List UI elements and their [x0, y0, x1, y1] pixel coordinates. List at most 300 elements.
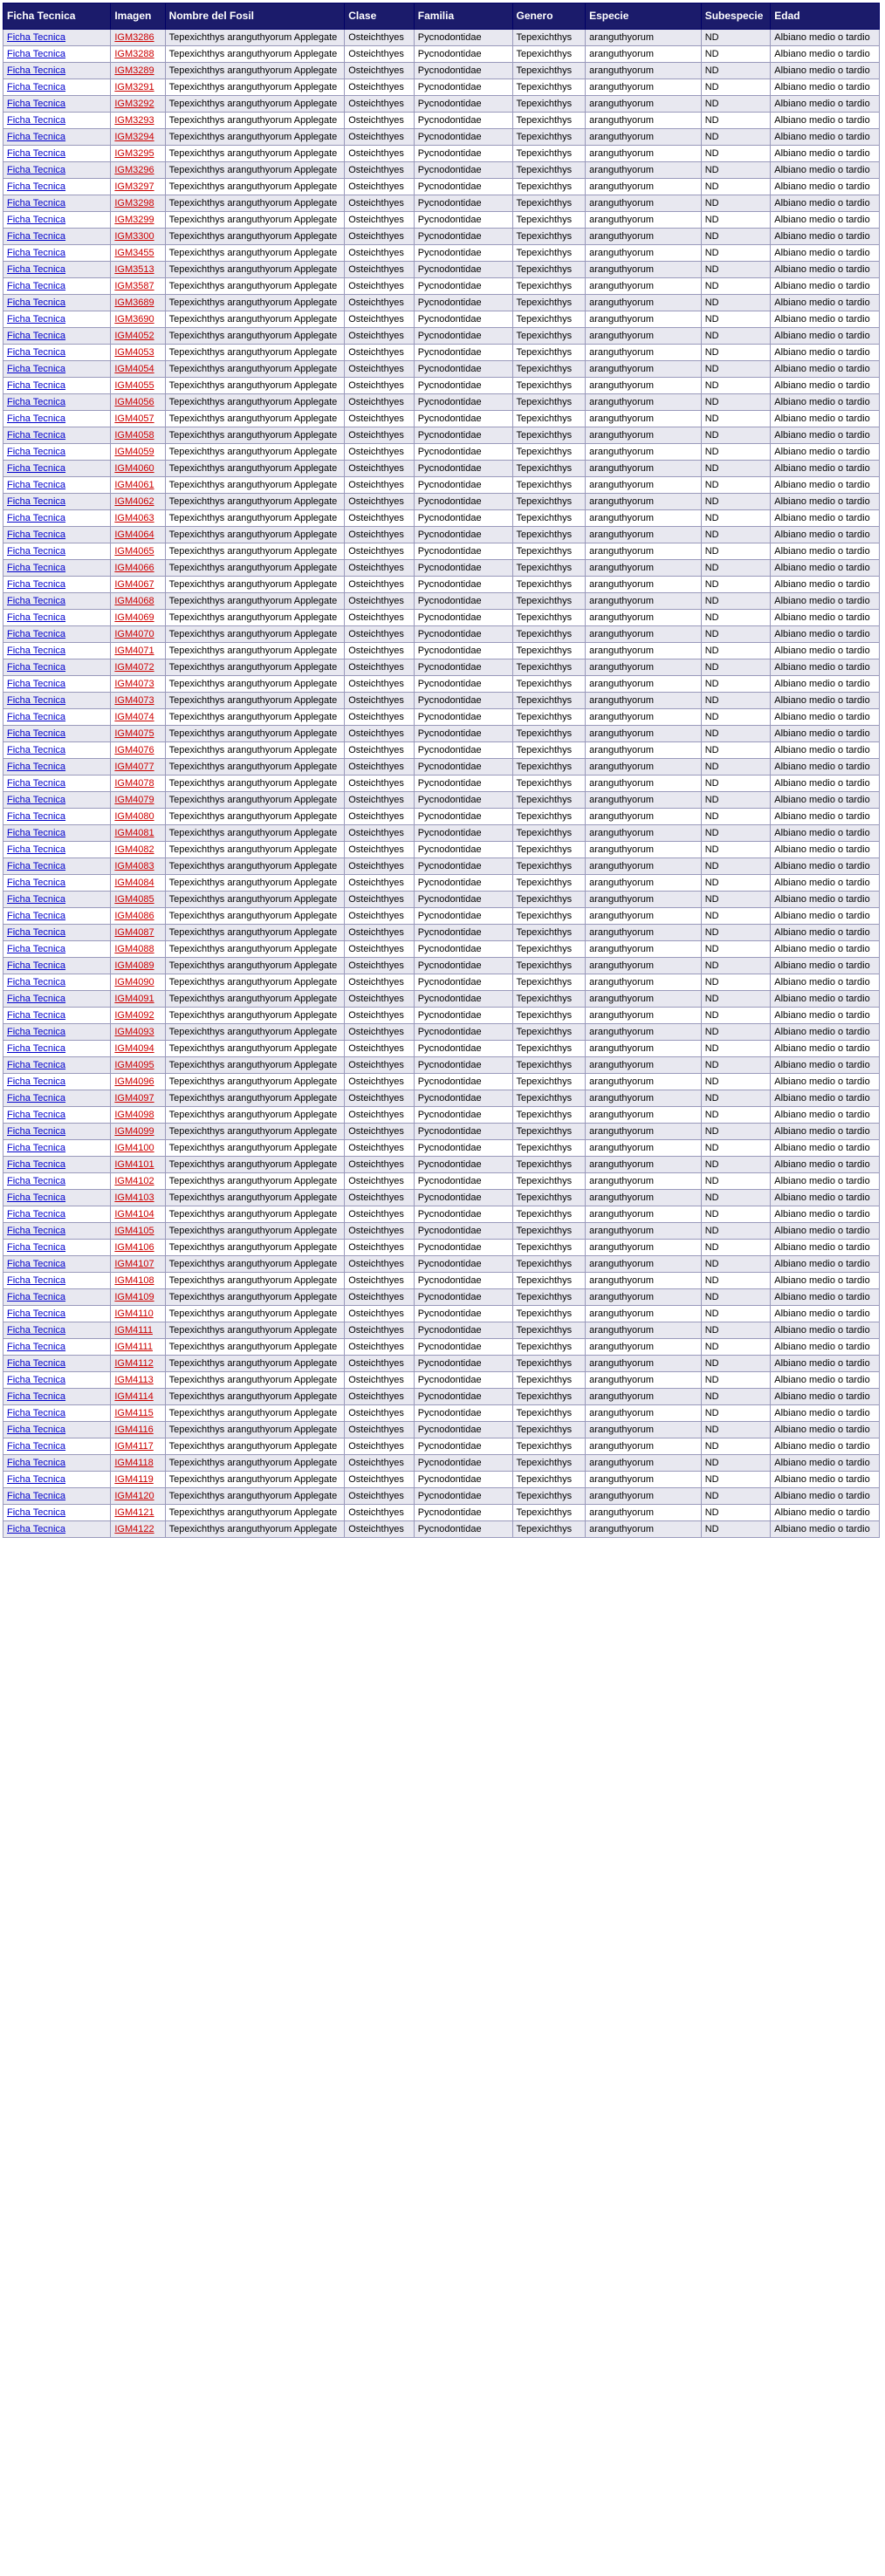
imagen-link[interactable]: IGM4106 — [114, 1241, 154, 1253]
imagen-link[interactable]: IGM4094 — [114, 1042, 154, 1054]
especie-cell: aranguthyorum — [586, 543, 702, 560]
ficha-tecnica-link[interactable]: Ficha Tecnica — [7, 595, 66, 606]
ficha-tecnica-link[interactable]: Ficha Tecnica — [7, 1357, 66, 1369]
ficha-tecnica-link[interactable]: Ficha Tecnica — [7, 346, 66, 358]
subespecie-cell: ND — [701, 925, 771, 941]
nombre-del-fosil-cell: Tepexichthys aranguthyorum Applegate — [165, 311, 345, 328]
ficha-tecnica-link[interactable]: Ficha Tecnica — [7, 1158, 66, 1170]
imagen-link[interactable]: IGM4068 — [114, 595, 154, 606]
nombre-del-fosil-cell: Tepexichthys aranguthyorum Applegate — [165, 1008, 345, 1024]
ficha-tecnica-link[interactable]: Ficha Tecnica — [7, 31, 66, 43]
imagen-link[interactable]: IGM4115 — [114, 1407, 154, 1418]
ficha-tecnica-link[interactable]: Ficha Tecnica — [7, 479, 66, 490]
ficha-tecnica-link[interactable]: Ficha Tecnica — [7, 744, 66, 755]
imagen-link[interactable]: IGM4063 — [114, 512, 154, 523]
ficha-tecnica-cell — [3, 494, 111, 510]
ficha-tecnica-link[interactable]: Ficha Tecnica — [7, 960, 66, 971]
ficha-tecnica-link[interactable]: Ficha Tecnica — [7, 1457, 66, 1468]
imagen-link[interactable]: IGM3296 — [114, 164, 154, 175]
ficha-tecnica-link[interactable]: Ficha Tecnica — [7, 147, 66, 159]
column-header-clase[interactable]: Clase — [345, 3, 415, 30]
especie-cell: aranguthyorum — [586, 1124, 702, 1140]
imagen-cell — [111, 411, 165, 427]
imagen-cell — [111, 726, 165, 742]
ficha-tecnica-link[interactable]: Ficha Tecnica — [7, 1490, 66, 1501]
familia-cell: Pycnodontidae — [414, 875, 512, 892]
edad-cell: Albiano medio o tardio — [771, 46, 880, 63]
ficha-tecnica-link[interactable]: Ficha Tecnica — [7, 1092, 66, 1104]
ficha-tecnica-cell — [3, 693, 111, 709]
ficha-tecnica-link[interactable]: Ficha Tecnica — [7, 1175, 66, 1186]
nombre-del-fosil-cell: Tepexichthys aranguthyorum Applegate — [165, 593, 345, 610]
especie-cell: aranguthyorum — [586, 1190, 702, 1206]
ficha-tecnica-link[interactable]: Ficha Tecnica — [7, 98, 66, 109]
ficha-tecnica-link[interactable]: Ficha Tecnica — [7, 1042, 66, 1054]
ficha-tecnica-link[interactable]: Ficha Tecnica — [7, 1440, 66, 1452]
familia-cell: Pycnodontidae — [414, 129, 512, 146]
nombre-del-fosil-cell: Tepexichthys aranguthyorum Applegate — [165, 958, 345, 974]
imagen-link[interactable]: IGM3455 — [114, 247, 154, 258]
imagen-link[interactable]: IGM3288 — [114, 48, 154, 59]
imagen-link[interactable]: IGM4081 — [114, 827, 154, 838]
ficha-tecnica-link[interactable]: Ficha Tecnica — [7, 512, 66, 523]
familia-cell: Pycnodontidae — [414, 792, 512, 809]
imagen-link[interactable]: IGM4118 — [114, 1457, 154, 1468]
ficha-tecnica-link[interactable]: Ficha Tecnica — [7, 827, 66, 838]
imagen-link[interactable]: IGM4105 — [114, 1225, 154, 1236]
ficha-tecnica-link[interactable]: Ficha Tecnica — [7, 396, 66, 407]
genero-cell: Tepexichthys — [512, 527, 586, 543]
ficha-tecnica-link[interactable]: Ficha Tecnica — [7, 1208, 66, 1220]
ficha-tecnica-link[interactable]: Ficha Tecnica — [7, 1424, 66, 1435]
genero-cell: Tepexichthys — [512, 1090, 586, 1107]
ficha-tecnica-link[interactable]: Ficha Tecnica — [7, 280, 66, 291]
ficha-tecnica-link[interactable]: Ficha Tecnica — [7, 131, 66, 142]
table-row — [3, 1356, 880, 1372]
ficha-tecnica-link[interactable]: Ficha Tecnica — [7, 578, 66, 590]
column-header-especie[interactable]: Especie — [586, 3, 702, 30]
imagen-link[interactable]: IGM4069 — [114, 612, 154, 623]
imagen-cell — [111, 577, 165, 593]
imagen-link[interactable]: IGM4088 — [114, 943, 154, 954]
edad-cell: Albiano medio o tardio — [771, 610, 880, 626]
familia-cell: Pycnodontidae — [414, 1306, 512, 1322]
especie-cell: aranguthyorum — [586, 1505, 702, 1521]
imagen-link[interactable]: IGM4080 — [114, 810, 154, 822]
imagen-link[interactable]: IGM4053 — [114, 346, 154, 358]
genero-cell: Tepexichthys — [512, 742, 586, 759]
imagen-link[interactable]: IGM4072 — [114, 661, 154, 673]
imagen-link[interactable]: IGM3300 — [114, 230, 154, 242]
imagen-link[interactable]: IGM4062 — [114, 495, 154, 507]
column-header-familia[interactable]: Familia — [414, 3, 512, 30]
especie-cell: aranguthyorum — [586, 245, 702, 262]
ficha-tecnica-link[interactable]: Ficha Tecnica — [7, 247, 66, 258]
imagen-link[interactable]: IGM4079 — [114, 794, 154, 805]
familia-cell: Pycnodontidae — [414, 444, 512, 461]
column-header-nombre-del-fosil[interactable]: Nombre del Fosil — [165, 3, 345, 30]
ficha-tecnica-link[interactable]: Ficha Tecnica — [7, 230, 66, 242]
imagen-link[interactable]: IGM4095 — [114, 1059, 154, 1070]
table-row — [3, 1405, 880, 1422]
imagen-link[interactable]: IGM4073 — [114, 678, 154, 689]
ficha-tecnica-link[interactable]: Ficha Tecnica — [7, 844, 66, 855]
column-header-genero[interactable]: Genero — [512, 3, 586, 30]
genero-cell: Tepexichthys — [512, 543, 586, 560]
imagen-link[interactable]: IGM4121 — [114, 1507, 154, 1518]
ficha-tecnica-link[interactable]: Ficha Tecnica — [7, 1274, 66, 1286]
imagen-link[interactable]: IGM4092 — [114, 1009, 154, 1021]
especie-cell: aranguthyorum — [586, 1223, 702, 1240]
ficha-tecnica-link[interactable]: Ficha Tecnica — [7, 1374, 66, 1385]
column-header-subespecie[interactable]: Subespecie — [701, 3, 771, 30]
imagen-link[interactable]: IGM3690 — [114, 313, 154, 325]
especie-cell: aranguthyorum — [586, 908, 702, 925]
imagen-link[interactable]: IGM4099 — [114, 1125, 154, 1137]
imagen-cell — [111, 1405, 165, 1422]
ficha-tecnica-cell — [3, 759, 111, 776]
ficha-tecnica-link[interactable]: Ficha Tecnica — [7, 65, 66, 76]
imagen-link[interactable]: IGM4104 — [114, 1208, 154, 1220]
ficha-tecnica-link[interactable]: Ficha Tecnica — [7, 628, 66, 639]
imagen-link[interactable]: IGM4107 — [114, 1258, 154, 1269]
imagen-link[interactable]: IGM3298 — [114, 197, 154, 208]
ficha-tecnica-link[interactable]: Ficha Tecnica — [7, 1241, 66, 1253]
genero-cell: Tepexichthys — [512, 477, 586, 494]
ficha-tecnica-link[interactable]: Ficha Tecnica — [7, 794, 66, 805]
familia-cell: Pycnodontidae — [414, 776, 512, 792]
table-row — [3, 1090, 880, 1107]
imagen-link[interactable]: IGM4074 — [114, 711, 154, 722]
ficha-tecnica-link[interactable]: Ficha Tecnica — [7, 197, 66, 208]
imagen-link[interactable]: IGM4113 — [114, 1374, 154, 1385]
ficha-tecnica-link[interactable]: Ficha Tecnica — [7, 612, 66, 623]
ficha-tecnica-link[interactable]: Ficha Tecnica — [7, 661, 66, 673]
table-row — [3, 659, 880, 676]
edad-cell: Albiano medio o tardio — [771, 1041, 880, 1057]
familia-cell: Pycnodontidae — [414, 494, 512, 510]
imagen-link[interactable]: IGM4101 — [114, 1158, 154, 1170]
ficha-tecnica-link[interactable]: Ficha Tecnica — [7, 877, 66, 888]
imagen-cell — [111, 295, 165, 311]
ficha-tecnica-link[interactable]: Ficha Tecnica — [7, 529, 66, 540]
ficha-tecnica-link[interactable]: Ficha Tecnica — [7, 1142, 66, 1153]
imagen-link[interactable]: IGM4100 — [114, 1142, 154, 1153]
table-row — [3, 1041, 880, 1057]
clase-cell: Osteichthyes — [345, 510, 415, 527]
ficha-tecnica-cell — [3, 941, 111, 958]
familia-cell: Pycnodontidae — [414, 179, 512, 195]
clase-cell: Osteichthyes — [345, 842, 415, 858]
ficha-tecnica-link[interactable]: Ficha Tecnica — [7, 1390, 66, 1402]
edad-cell: Albiano medio o tardio — [771, 742, 880, 759]
edad-cell: Albiano medio o tardio — [771, 1190, 880, 1206]
table-row — [3, 1273, 880, 1289]
imagen-link[interactable]: IGM4097 — [114, 1092, 154, 1104]
imagen-link[interactable]: IGM4070 — [114, 628, 154, 639]
imagen-link[interactable]: IGM4067 — [114, 578, 154, 590]
column-header-edad[interactable]: Edad — [771, 3, 880, 30]
imagen-link[interactable]: IGM4091 — [114, 993, 154, 1004]
nombre-del-fosil-cell: Tepexichthys aranguthyorum Applegate — [165, 1322, 345, 1339]
imagen-link[interactable]: IGM4057 — [114, 413, 154, 424]
column-header-ficha-tecnica[interactable]: Ficha Tecnica — [3, 3, 111, 30]
table-row — [3, 643, 880, 659]
subespecie-cell: ND — [701, 1256, 771, 1273]
ficha-tecnica-link[interactable]: Ficha Tecnica — [7, 1026, 66, 1037]
imagen-link[interactable]: IGM4120 — [114, 1490, 154, 1501]
clase-cell: Osteichthyes — [345, 394, 415, 411]
imagen-cell — [111, 892, 165, 908]
especie-cell: aranguthyorum — [586, 378, 702, 394]
ficha-tecnica-link[interactable]: Ficha Tecnica — [7, 993, 66, 1004]
imagen-link[interactable]: IGM4109 — [114, 1291, 154, 1302]
edad-cell: Albiano medio o tardio — [771, 974, 880, 991]
imagen-link[interactable]: IGM4064 — [114, 529, 154, 540]
ficha-tecnica-link[interactable]: Ficha Tecnica — [7, 1009, 66, 1021]
imagen-link[interactable]: IGM3299 — [114, 214, 154, 225]
familia-cell: Pycnodontidae — [414, 510, 512, 527]
clase-cell: Osteichthyes — [345, 858, 415, 875]
imagen-link[interactable]: IGM4098 — [114, 1109, 154, 1120]
imagen-link[interactable]: IGM4076 — [114, 744, 154, 755]
ficha-tecnica-link[interactable]: Ficha Tecnica — [7, 728, 66, 739]
ficha-tecnica-link[interactable]: Ficha Tecnica — [7, 263, 66, 275]
familia-cell: Pycnodontidae — [414, 593, 512, 610]
imagen-cell — [111, 179, 165, 195]
imagen-cell — [111, 129, 165, 146]
ficha-tecnica-link[interactable]: Ficha Tecnica — [7, 313, 66, 325]
ficha-tecnica-link[interactable]: Ficha Tecnica — [7, 1059, 66, 1070]
imagen-link[interactable]: IGM3292 — [114, 98, 154, 109]
ficha-tecnica-link[interactable]: Ficha Tecnica — [7, 678, 66, 689]
imagen-link[interactable]: IGM4065 — [114, 545, 154, 557]
ficha-tecnica-link[interactable]: Ficha Tecnica — [7, 1473, 66, 1485]
ficha-tecnica-link[interactable]: Ficha Tecnica — [7, 446, 66, 457]
familia-cell: Pycnodontidae — [414, 842, 512, 858]
imagen-link[interactable]: IGM4103 — [114, 1192, 154, 1203]
edad-cell: Albiano medio o tardio — [771, 1057, 880, 1074]
imagen-link[interactable]: IGM4078 — [114, 777, 154, 789]
imagen-link[interactable]: IGM4073 — [114, 694, 154, 706]
ficha-tecnica-link[interactable]: Ficha Tecnica — [7, 645, 66, 656]
table-row — [3, 1505, 880, 1521]
subespecie-cell: ND — [701, 1422, 771, 1438]
subespecie-cell: ND — [701, 63, 771, 79]
imagen-link[interactable]: IGM4090 — [114, 976, 154, 987]
clase-cell: Osteichthyes — [345, 1322, 415, 1339]
clase-cell: Osteichthyes — [345, 676, 415, 693]
genero-cell: Tepexichthys — [512, 378, 586, 394]
familia-cell: Pycnodontidae — [414, 195, 512, 212]
table-row — [3, 1223, 880, 1240]
imagen-link[interactable]: IGM3295 — [114, 147, 154, 159]
familia-cell: Pycnodontidae — [414, 908, 512, 925]
imagen-link[interactable]: IGM4060 — [114, 462, 154, 474]
imagen-link[interactable]: IGM4111 — [114, 1341, 153, 1352]
ficha-tecnica-cell — [3, 113, 111, 129]
genero-cell: Tepexichthys — [512, 958, 586, 974]
genero-cell: Tepexichthys — [512, 295, 586, 311]
ficha-tecnica-link[interactable]: Ficha Tecnica — [7, 164, 66, 175]
edad-cell: Albiano medio o tardio — [771, 543, 880, 560]
ficha-tecnica-link[interactable]: Ficha Tecnica — [7, 81, 66, 92]
familia-cell: Pycnodontidae — [414, 262, 512, 278]
ficha-tecnica-link[interactable]: Ficha Tecnica — [7, 1192, 66, 1203]
subespecie-cell: ND — [701, 30, 771, 46]
edad-cell: Albiano medio o tardio — [771, 262, 880, 278]
ficha-tecnica-link[interactable]: Ficha Tecnica — [7, 777, 66, 789]
ficha-tecnica-link[interactable]: Ficha Tecnica — [7, 1225, 66, 1236]
imagen-link[interactable]: IGM4087 — [114, 926, 154, 938]
ficha-tecnica-cell — [3, 444, 111, 461]
ficha-tecnica-link[interactable]: Ficha Tecnica — [7, 976, 66, 987]
ficha-tecnica-link[interactable]: Ficha Tecnica — [7, 893, 66, 905]
imagen-link[interactable]: IGM3297 — [114, 181, 154, 192]
imagen-link[interactable]: IGM3289 — [114, 65, 154, 76]
imagen-link[interactable]: IGM3293 — [114, 114, 154, 126]
ficha-tecnica-link[interactable]: Ficha Tecnica — [7, 1507, 66, 1518]
nombre-del-fosil-cell: Tepexichthys aranguthyorum Applegate — [165, 1488, 345, 1505]
ficha-tecnica-link[interactable]: Ficha Tecnica — [7, 761, 66, 772]
imagen-link[interactable]: IGM4119 — [114, 1473, 154, 1485]
imagen-link[interactable]: IGM4077 — [114, 761, 154, 772]
edad-cell: Albiano medio o tardio — [771, 30, 880, 46]
ficha-tecnica-link[interactable]: Ficha Tecnica — [7, 379, 66, 391]
ficha-tecnica-link[interactable]: Ficha Tecnica — [7, 330, 66, 341]
imagen-link[interactable]: IGM4086 — [114, 910, 154, 921]
nombre-del-fosil-cell: Tepexichthys aranguthyorum Applegate — [165, 1438, 345, 1455]
clase-cell: Osteichthyes — [345, 146, 415, 162]
imagen-link[interactable]: IGM4083 — [114, 860, 154, 871]
ficha-tecnica-link[interactable]: Ficha Tecnica — [7, 495, 66, 507]
edad-cell: Albiano medio o tardio — [771, 560, 880, 577]
ficha-tecnica-link[interactable]: Ficha Tecnica — [7, 1076, 66, 1087]
familia-cell: Pycnodontidae — [414, 1505, 512, 1521]
column-header-imagen[interactable]: Imagen — [111, 3, 165, 30]
imagen-link[interactable]: IGM4093 — [114, 1026, 154, 1037]
clase-cell: Osteichthyes — [345, 361, 415, 378]
familia-cell: Pycnodontidae — [414, 1438, 512, 1455]
ficha-tecnica-link[interactable]: Ficha Tecnica — [7, 214, 66, 225]
imagen-link[interactable]: IGM4056 — [114, 396, 154, 407]
ficha-tecnica-link[interactable]: Ficha Tecnica — [7, 810, 66, 822]
imagen-link[interactable]: IGM4082 — [114, 844, 154, 855]
clase-cell: Osteichthyes — [345, 30, 415, 46]
subespecie-cell: ND — [701, 1206, 771, 1223]
imagen-link[interactable]: IGM4102 — [114, 1175, 154, 1186]
ficha-tecnica-link[interactable]: Ficha Tecnica — [7, 1125, 66, 1137]
imagen-link[interactable]: IGM4075 — [114, 728, 154, 739]
imagen-link[interactable]: IGM4108 — [114, 1274, 154, 1286]
genero-cell: Tepexichthys — [512, 1008, 586, 1024]
imagen-link[interactable]: IGM4096 — [114, 1076, 154, 1087]
ficha-tecnica-link[interactable]: Ficha Tecnica — [7, 1324, 66, 1336]
imagen-link[interactable]: IGM4122 — [114, 1523, 154, 1534]
imagen-link[interactable]: IGM4116 — [114, 1424, 154, 1435]
ficha-tecnica-link[interactable]: Ficha Tecnica — [7, 1109, 66, 1120]
ficha-tecnica-link[interactable]: Ficha Tecnica — [7, 1407, 66, 1418]
imagen-link[interactable]: IGM4111 — [114, 1324, 153, 1336]
imagen-link[interactable]: IGM3689 — [114, 297, 154, 308]
imagen-link[interactable]: IGM3291 — [114, 81, 154, 92]
imagen-link[interactable]: IGM4112 — [114, 1357, 154, 1369]
ficha-tecnica-cell — [3, 626, 111, 643]
ficha-tecnica-link[interactable]: Ficha Tecnica — [7, 1308, 66, 1319]
familia-cell: Pycnodontidae — [414, 1057, 512, 1074]
ficha-tecnica-link[interactable]: Ficha Tecnica — [7, 926, 66, 938]
clase-cell: Osteichthyes — [345, 1206, 415, 1223]
ficha-tecnica-link[interactable]: Ficha Tecnica — [7, 429, 66, 441]
imagen-link[interactable]: IGM4058 — [114, 429, 154, 441]
ficha-tecnica-link[interactable]: Ficha Tecnica — [7, 462, 66, 474]
genero-cell: Tepexichthys — [512, 792, 586, 809]
ficha-tecnica-link[interactable]: Ficha Tecnica — [7, 413, 66, 424]
ficha-tecnica-link[interactable]: Ficha Tecnica — [7, 1291, 66, 1302]
ficha-tecnica-link[interactable]: Ficha Tecnica — [7, 860, 66, 871]
imagen-link[interactable]: IGM4114 — [114, 1390, 154, 1402]
especie-cell: aranguthyorum — [586, 709, 702, 726]
edad-cell: Albiano medio o tardio — [771, 925, 880, 941]
familia-cell: Pycnodontidae — [414, 1090, 512, 1107]
imagen-link[interactable]: IGM4089 — [114, 960, 154, 971]
imagen-link[interactable]: IGM4085 — [114, 893, 154, 905]
ficha-tecnica-link[interactable]: Ficha Tecnica — [7, 1341, 66, 1352]
imagen-link[interactable]: IGM4084 — [114, 877, 154, 888]
imagen-link[interactable]: IGM4117 — [114, 1440, 154, 1452]
ficha-tecnica-link[interactable]: Ficha Tecnica — [7, 181, 66, 192]
ficha-tecnica-cell — [3, 295, 111, 311]
imagen-link[interactable]: IGM3587 — [114, 280, 154, 291]
genero-cell: Tepexichthys — [512, 759, 586, 776]
imagen-link[interactable]: IGM3286 — [114, 31, 154, 43]
imagen-link[interactable]: IGM3513 — [114, 263, 154, 275]
ficha-tecnica-link[interactable]: Ficha Tecnica — [7, 694, 66, 706]
imagen-link[interactable]: IGM4052 — [114, 330, 154, 341]
ficha-tecnica-link[interactable]: Ficha Tecnica — [7, 114, 66, 126]
ficha-tecnica-link[interactable]: Ficha Tecnica — [7, 545, 66, 557]
nombre-del-fosil-cell: Tepexichthys aranguthyorum Applegate — [165, 1240, 345, 1256]
ficha-tecnica-link[interactable]: Ficha Tecnica — [7, 363, 66, 374]
imagen-link[interactable]: IGM4055 — [114, 379, 154, 391]
ficha-tecnica-link[interactable]: Ficha Tecnica — [7, 48, 66, 59]
clase-cell: Osteichthyes — [345, 245, 415, 262]
imagen-link[interactable]: IGM4071 — [114, 645, 154, 656]
table-row — [3, 626, 880, 643]
imagen-link[interactable]: IGM4066 — [114, 562, 154, 573]
table-row — [3, 759, 880, 776]
imagen-link[interactable]: IGM4061 — [114, 479, 154, 490]
ficha-tecnica-link[interactable]: Ficha Tecnica — [7, 943, 66, 954]
imagen-link[interactable]: IGM4059 — [114, 446, 154, 457]
ficha-tecnica-link[interactable]: Ficha Tecnica — [7, 711, 66, 722]
ficha-tecnica-cell — [3, 345, 111, 361]
imagen-link[interactable]: IGM4054 — [114, 363, 154, 374]
ficha-tecnica-link[interactable]: Ficha Tecnica — [7, 1523, 66, 1534]
genero-cell: Tepexichthys — [512, 394, 586, 411]
ficha-tecnica-link[interactable]: Ficha Tecnica — [7, 297, 66, 308]
subespecie-cell: ND — [701, 477, 771, 494]
imagen-cell — [111, 1140, 165, 1157]
clase-cell: Osteichthyes — [345, 610, 415, 626]
imagen-link[interactable]: IGM3294 — [114, 131, 154, 142]
ficha-tecnica-link[interactable]: Ficha Tecnica — [7, 1258, 66, 1269]
familia-cell: Pycnodontidae — [414, 146, 512, 162]
genero-cell: Tepexichthys — [512, 593, 586, 610]
imagen-link[interactable]: IGM4110 — [114, 1308, 154, 1319]
ficha-tecnica-link[interactable]: Ficha Tecnica — [7, 562, 66, 573]
ficha-tecnica-link[interactable]: Ficha Tecnica — [7, 910, 66, 921]
